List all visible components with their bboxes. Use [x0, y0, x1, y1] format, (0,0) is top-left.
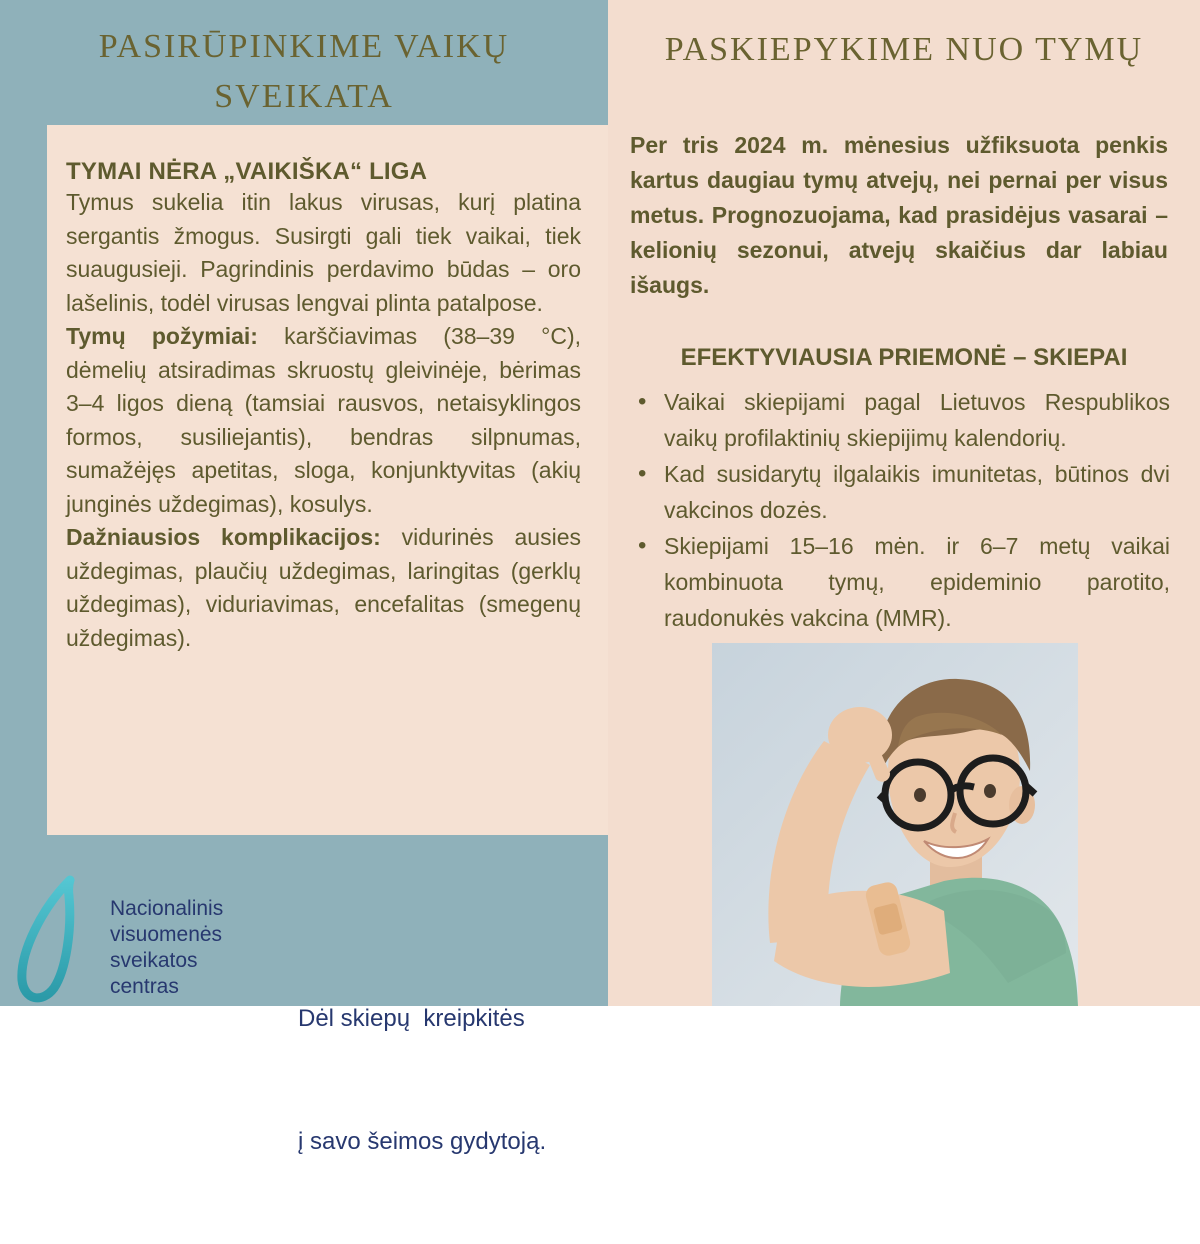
bullet-icon: • [638, 532, 647, 559]
bullet-text-2: Kad susidarytų ilgalaikis imunitetas, būtinos dvi vakcinos dozės. [664, 461, 1170, 523]
bullet-text-1: Vaikai skiepijami pagal Lietuvos Respublikos vaikų profilaktinių skiepijimų kalendorių. [664, 389, 1170, 451]
org-line2: visuomenės [110, 923, 223, 946]
left-column [0, 0, 608, 1155]
complications-text: vidurinės ausies uždegimas, plaučių uždegimas, laringitas (gerklų uždegimas), viduriavimas, encefalitas (smegenų uždegimas). [66, 524, 581, 651]
symptoms-lead: Tymų požymiai: [66, 323, 258, 349]
list-item [634, 456, 1170, 528]
doctor-note-line1: Dėl skiepų kreipkitės [298, 1005, 525, 1032]
right-column [608, 0, 1200, 1006]
bullet-icon: • [638, 460, 647, 487]
org-line4: centras [110, 975, 179, 998]
symptoms-paragraph [66, 320, 581, 521]
right-title: PASKIEPYKIME NUO TYMŲ [664, 31, 1144, 68]
left-title-line2: SVEIKATA [214, 78, 394, 115]
boy-with-plaster-photo [712, 643, 1078, 1006]
org-line1: Nacionalinis [110, 897, 224, 920]
bullet-icon: • [638, 388, 647, 415]
symptoms-text: karščiavimas (38–39 °C), dėmelių atsiradimas skruostų gleivinėje, bėrimas 3–4 ligos dieną (tamsiai rausvos, netaisyklingos formos, susiliejantis), bendras silpnumas, sumažėjęs apetitas, sloga, konjunktyvitas (akių junginės uždegimas), kosulys. [66, 323, 581, 517]
virus-paragraph: Tymus sukelia itin lakus virusas, kurį platina sergantis žmogus. Susirgti gali tiek vaikai, tiek suaugusieji. Pagrindinis perdavimo būdas – oro lašelinis, todėl virusas lengvai plinta patalpose. [66, 189, 581, 316]
list-item [634, 528, 1170, 636]
list-item [634, 384, 1170, 456]
complications-lead: Dažniausios komplikacijos: [66, 524, 381, 550]
left-title [0, 22, 608, 122]
complications-paragraph [66, 521, 581, 655]
statistics-paragraph: Per tris 2024 m. mėnesius užfiksuota penkis kartus daugiau tymų atvejų, nei pernai per visus metus. Prognozuojama, kad prasidėjus vasarai – kelionių sezonui, atvejų skaičius dar labiau išaugs. [630, 132, 1168, 298]
doctor-note-line2: į savo šeimos gydytoją. [298, 1128, 547, 1155]
vaccine-subheading: EFEKTYVIAUSIA PRIEMONĖ – SKIEPAI [680, 344, 1128, 371]
org-line3: sveikatos [110, 949, 198, 972]
panel-heading: TYMAI NĖRA „VAIKIŠKA“ LIGA [66, 158, 428, 185]
nvsc-logo-icon [8, 874, 92, 1006]
info-panel [47, 125, 608, 835]
nvsc-logo-text [110, 896, 223, 1000]
vaccination-bullet-list [634, 384, 1170, 636]
left-title-line1: PASIRŪPINKIME VAIKŲ [98, 28, 510, 65]
bullet-text-3: Skiepijami 15–16 mėn. ir 6–7 metų vaikai kombinuota tymų, epideminio parotito, raudonukės vakcina (MMR). [664, 533, 1170, 631]
doctor-note [298, 916, 546, 1244]
